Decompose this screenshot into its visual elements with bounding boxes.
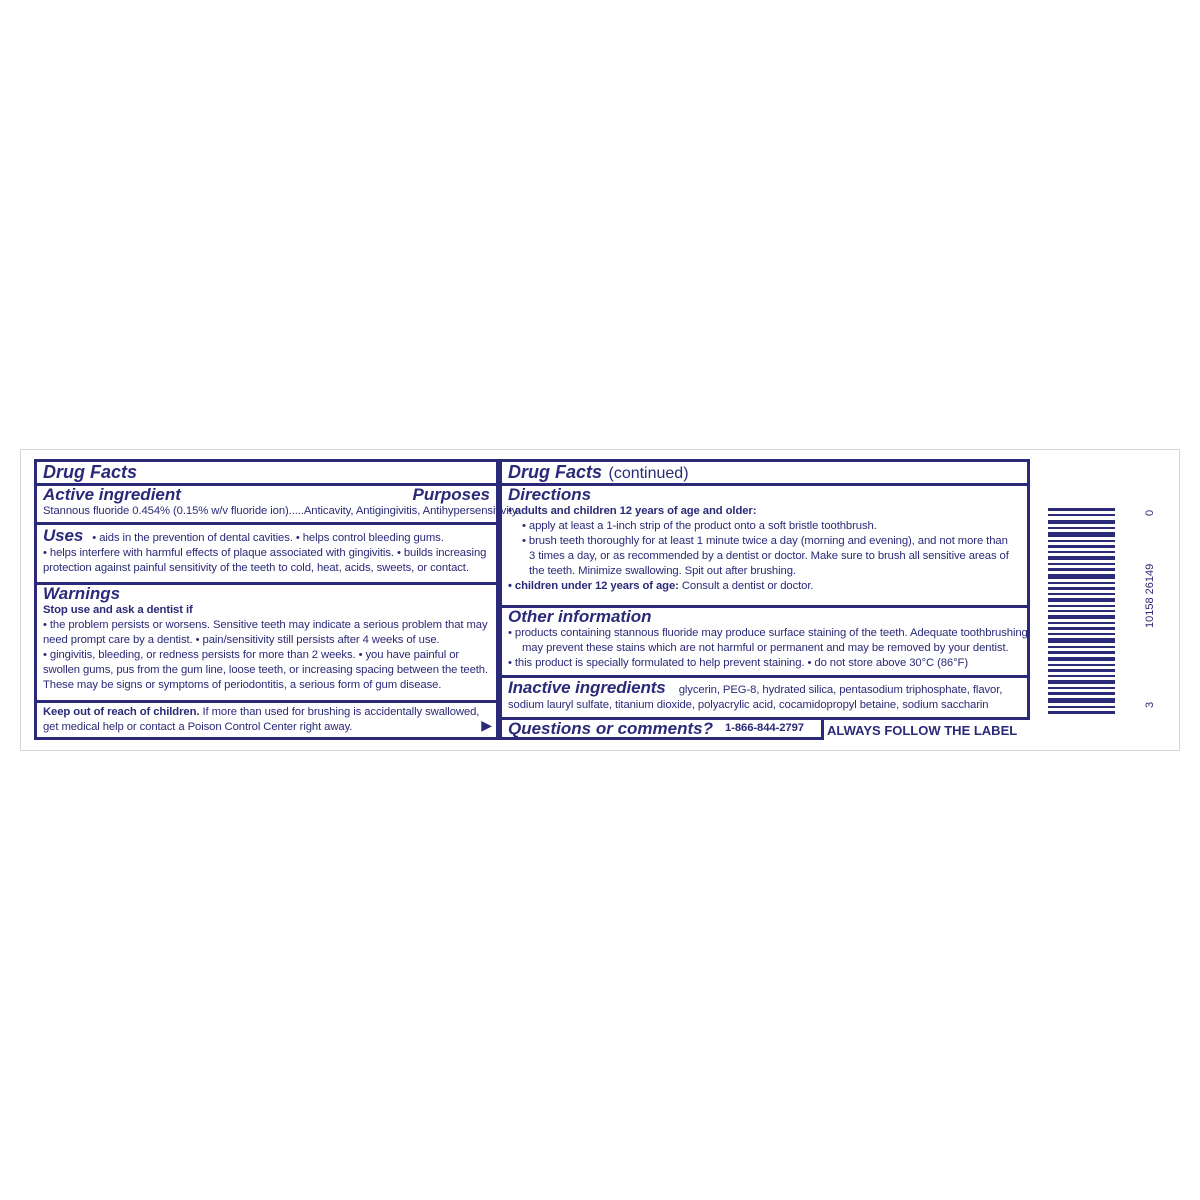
always-follow-label: ALWAYS FOLLOW THE LABEL	[827, 723, 1018, 738]
directions-line-3: 3 times a day, or as recommended by a dentist or doctor. Make sure to brush all sensitive areas of	[529, 550, 1009, 562]
continued-suffix: (continued)	[608, 465, 689, 482]
questions-box	[499, 717, 824, 740]
directions-line-4: the teeth. Minimize swallowing. Spit out after brushing.	[529, 565, 796, 577]
other-line-3: • this product is specially formulated to help prevent staining. • do not store above 30°C (86°F)	[508, 657, 968, 669]
barcode-image	[1048, 508, 1115, 716]
keep-out-section	[37, 700, 496, 737]
warnings-line-1: • the problem persists or worsens. Sensitive teeth may indicate a serious problem that may	[43, 619, 488, 631]
barcode-digit-left: 3	[1144, 701, 1156, 708]
continue-arrow-icon: ▶	[481, 717, 492, 733]
inactive-line-1: glycerin, PEG-8, hydrated silica, pentasodium triphosphate, flavor,	[678, 684, 1003, 696]
drug-facts-continued-title: Drug Facts	[508, 462, 603, 482]
other-line-2: may prevent these stains which are not harmful or permanent and may be removed by your dentist.	[522, 642, 1009, 654]
drug-facts-title-section	[37, 462, 496, 482]
barcode-digit-right: 0	[1144, 509, 1156, 516]
uses-line-3: protection against painful sensitivity of the teeth to cold, heat, acids, sweets, or contact.	[43, 562, 469, 574]
keep-out-line-2: get medical help or contact a Poison Control Center right away.	[43, 721, 353, 733]
warnings-line-3: • gingivitis, bleeding, or redness persists for more than 2 weeks. • you have painful or	[43, 649, 460, 661]
directions-adults: • adults and children 12 years of age and older:	[508, 505, 757, 517]
directions-children-rest: Consult a dentist or doctor.	[678, 580, 814, 592]
keep-out-rest: If more than used for brushing is accidentally swallowed,	[199, 706, 480, 718]
directions-line-2: • brush teeth thoroughly for at least 1 minute twice a day (morning and evening), and not more than	[522, 535, 1008, 547]
drug-facts-continued-panel	[499, 459, 1030, 720]
purposes-heading: Purposes	[412, 485, 490, 504]
inactive-line-2: sodium lauryl sulfate, titanium dioxide, polyacrylic acid, cocamidopropyl betaine, sodium saccharin	[508, 699, 989, 711]
inactive-ingredients-heading: Inactive ingredients	[508, 678, 666, 697]
active-ingredient-heading: Active ingredient	[43, 485, 181, 504]
barcode-digits-main: 10158 26149	[1144, 563, 1156, 628]
directions-children-bold: • children under 12 years of age:	[508, 580, 679, 592]
label-strip	[20, 449, 1180, 751]
drug-facts-title: Drug Facts	[43, 462, 138, 482]
other-information-heading: Other information	[508, 607, 652, 626]
continued-title-section	[502, 462, 1027, 482]
uses-line-1: • aids in the prevention of dental cavities. • helps control bleeding gums.	[92, 532, 444, 544]
directions-heading: Directions	[508, 485, 592, 504]
warnings-heading: Warnings	[43, 584, 121, 603]
drug-facts-panel	[34, 459, 518, 740]
warnings-line-2: need prompt care by a dentist. • pain/sensitivity still persists after 4 weeks of use.	[43, 634, 440, 646]
warnings-line-5: These may be signs or symptoms of periodontitis, a serious form of gum disease.	[43, 679, 442, 691]
directions-section	[502, 483, 1027, 603]
keep-out-bold: Keep out of reach of children.	[43, 706, 200, 718]
questions-heading: Questions or comments?	[508, 718, 713, 738]
uses-heading: Uses	[43, 526, 84, 545]
other-line-1: • products containing stannous fluoride may produce surface staining of the teeth. Adequate toothbrushing	[508, 627, 1028, 639]
phone-number: 1-866-844-2797	[724, 722, 804, 734]
active-ingredient-line: Stannous fluoride 0.454% (0.15% w/v fluoride ion).....Anticavity, Antigingivitis, Antihypersensitivity	[43, 505, 518, 517]
active-ingredient-section	[37, 483, 518, 520]
uses-section	[37, 522, 496, 580]
uses-line-2: • helps interfere with harmful effects of plaque associated with gingivitis. • builds increasing	[43, 547, 487, 559]
warnings-section	[37, 582, 496, 698]
stop-use-heading: Stop use and ask a dentist if	[43, 604, 193, 616]
inactive-ingredients-section	[502, 675, 1027, 715]
other-information-section	[502, 605, 1027, 675]
directions-line-1: • apply at least a 1-inch strip of the product onto a soft bristle toothbrush.	[522, 520, 877, 532]
warnings-line-4: swollen gums, pus from the gum line, loose teeth, or increasing spacing between the teeth.	[43, 664, 489, 676]
